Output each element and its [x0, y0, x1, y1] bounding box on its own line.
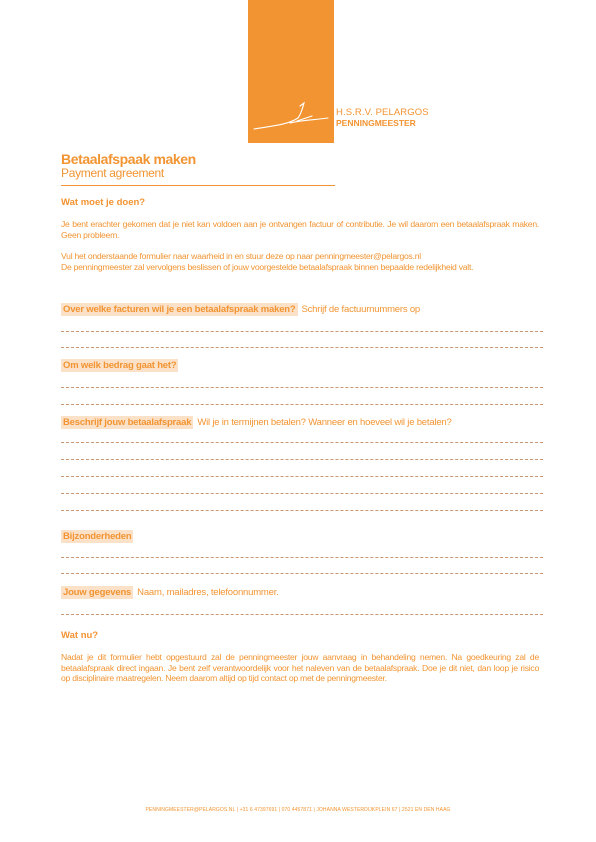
org-role: PENNINGMEESTER [336, 118, 416, 128]
pelargos-logo [252, 96, 334, 132]
question-hint: Schrijf de factuurnummers op [301, 304, 420, 315]
answer-line[interactable] [61, 347, 543, 348]
question-label: Om welk bedrag gaat het? [63, 360, 177, 371]
question-hint: Wil je in termijnen betalen? Wanneer en hoeveel wil je betalen? [197, 417, 452, 428]
intro-paragraph: Je bent erachter gekomen dat je niet kan voldoen aan je ontvangen factuur of contributie. Je wil daarom een betaalafspraak maken. Geen probleem. [61, 219, 539, 240]
section-heading-what-to-do: Wat moet je doen? [61, 197, 146, 208]
question-label: Beschrijf jouw betaalafspraak [63, 417, 192, 428]
question-hint: Naam, mailadres, telefoonnummer. [137, 587, 279, 598]
question-invoices [61, 304, 420, 315]
question-amount [61, 360, 178, 371]
instruction-paragraph: Vul het onderstaande formulier naar waarheid in en stuur deze op naar penningmeester@pelargos.nl [61, 251, 421, 261]
question-contact-details [61, 587, 279, 598]
org-name: H.S.R.V. PELARGOS [336, 107, 429, 118]
answer-line[interactable] [61, 331, 543, 332]
page-subtitle: Payment agreement [61, 166, 164, 180]
decision-paragraph: De penningmeester zal vervolgens beslissen of jouw voorgestelde betaalafspraak binnen bepaalde redelijkheid valt. [61, 262, 474, 272]
question-label: Bijzonderheden [63, 531, 132, 542]
section-heading-what-now: Wat nu? [61, 630, 99, 641]
answer-line[interactable] [61, 476, 543, 477]
answer-line[interactable] [61, 557, 543, 558]
org-block [336, 108, 429, 128]
answer-line[interactable] [61, 573, 543, 574]
question-agreement [61, 417, 452, 428]
question-label: Jouw gegevens [63, 587, 132, 598]
footer-contact: PENNINGMEESTER@PELARGOS.NL | +31 6 47397691 | 070 4457871 | JOHANNA WESTERDIJKPLEIN 67 | 2521 EN DEN HAAG [145, 807, 451, 813]
page-title: Betaalafspaak maken [61, 151, 196, 167]
answer-line[interactable] [61, 387, 543, 388]
answer-line[interactable] [61, 404, 543, 405]
answer-line[interactable] [61, 614, 543, 615]
answer-line[interactable] [61, 510, 543, 511]
answer-line[interactable] [61, 459, 543, 460]
question-particulars [61, 531, 133, 542]
title-divider [61, 185, 335, 186]
answer-line[interactable] [61, 442, 543, 443]
answer-line[interactable] [61, 493, 543, 494]
closing-paragraph: Nadat je dit formulier hebt opgestuurd zal de penningmeester jouw aanvraag in behandeling nemen. Na goedkeuring zal de betaalafspraak direct ingaan. Je bent zelf verantwoordelijk voor het naleven van de betaalafspraak. Doe je dit niet, dan loop je risico op disciplinaire maatregelen. Neem daarom altijd op tijd contact op met de penningmeester. [61, 652, 539, 683]
question-label: Over welke facturen wil je een betaalafspraak maken? [63, 304, 296, 315]
